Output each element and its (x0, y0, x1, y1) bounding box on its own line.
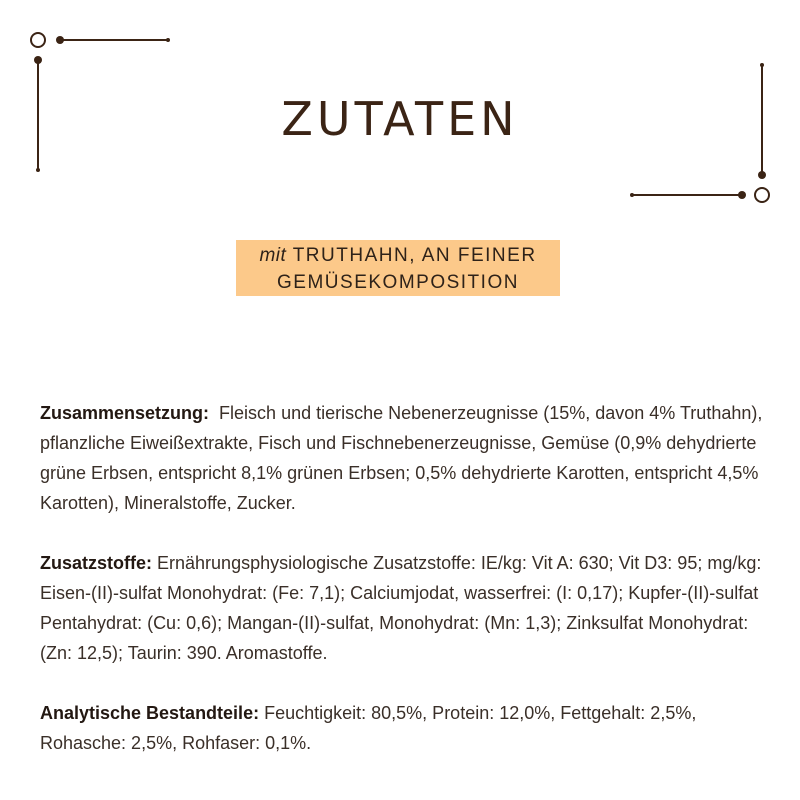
composition-label: Zusammensetzung: (40, 403, 210, 423)
subtitle-text: TRUTHAHN, AN FEINER GEMÜSEKOMPOSITION (277, 245, 537, 293)
composition-text: Fleisch und tierische Nebenerzeugnisse (15%, davon 4% Truthahn), pflanzliche Eiweißextrakte, Fisch und Fischnebenerzeugnisse, Gemüse (0,9% dehydrierte grüne Erbsen, entspricht 8,1% grünen Erbsen; 0,5% dehydrierte Karotten, entspricht 4,5% Karotten), Mineralstoffe, Zucker. (40, 403, 763, 513)
product-subtitle-banner (236, 240, 560, 296)
subtitle-prefix: mit (259, 245, 287, 266)
additives-paragraph (40, 548, 770, 668)
ingredients-content (40, 398, 770, 788)
additives-label: Zusatzstoffe: (40, 553, 152, 573)
additives-text: Ernährungsphysiologische Zusatzstoffe: IE/kg: Vit A: 630; Vit D3: 95; mg/kg: Eisen-(II)-sulfat Monohydrat: (Fe: 7,1); Calciumjodat, wasserfrei: (I: 0,17); Kupfer-(II)-sulfat Pentahydrat: (Cu: 0,6); Mangan-(II)-sulfat, Monohydrat: (Mn: 1,3); Zinksulfat Monohydrat: (Zn: 12,5); Taurin: 390. Aromastoffe. (40, 553, 762, 663)
analytical-paragraph (40, 698, 770, 758)
analytical-label: Analytische Bestandteile: (40, 703, 260, 723)
analytical-text: Feuchtigkeit: 80,5%, Protein: 12,0%, Fettgehalt: 2,5%, Rohasche: 2,5%, Rohfaser: 0,1%. (40, 703, 697, 753)
composition-paragraph (40, 398, 770, 518)
page-title: ZUTATEN (281, 92, 519, 146)
